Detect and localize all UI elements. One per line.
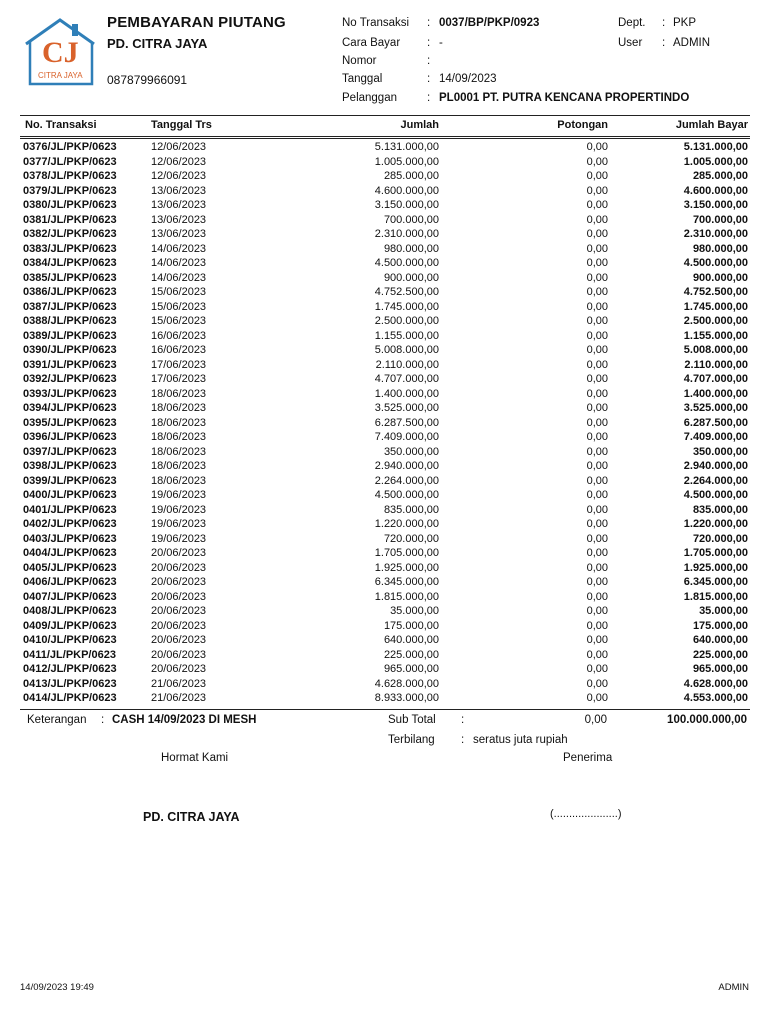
table-row	[20, 257, 750, 272]
cell-jumlah-bayar: 4.752.500,00	[683, 286, 748, 298]
cell-potongan: 0,00	[586, 300, 608, 313]
table-header-rule	[20, 136, 750, 137]
cell-no-transaksi: 0396/JL/PKP/0623	[23, 431, 117, 443]
cell-tanggal: 20/06/2023	[151, 547, 207, 559]
table-row	[20, 243, 750, 258]
cell-jumlah: 1.745.000,00	[374, 300, 439, 313]
table-header-rule-2	[20, 138, 750, 139]
cell-potongan: 0,00	[586, 170, 608, 182]
cell-potongan: 0,00	[586, 474, 608, 487]
table-row	[20, 475, 750, 490]
table-row	[20, 634, 750, 649]
cell-jumlah: 2.940.000,00	[374, 460, 439, 472]
cell-potongan: 0,00	[586, 358, 608, 371]
cell-no-transaksi: 0407/JL/PKP/0623	[23, 590, 117, 603]
cell-jumlah-bayar: 4.707.000,00	[683, 373, 748, 385]
table-row	[20, 286, 750, 301]
cell-no-transaksi: 0398/JL/PKP/0623	[23, 460, 117, 472]
cell-potongan: 0,00	[586, 184, 608, 197]
table-body	[20, 141, 750, 707]
logo-text: CITRA JAYA	[38, 71, 83, 80]
cell-jumlah: 965.000,00	[383, 663, 439, 675]
cell-potongan: 0,00	[586, 532, 608, 545]
header-jumlah: Jumlah	[400, 119, 439, 131]
cell-no-transaksi: 0391/JL/PKP/0623	[23, 358, 117, 371]
cell-jumlah: 1.005.000,00	[374, 155, 439, 168]
cell-jumlah: 4.500.000,00	[374, 489, 439, 501]
cell-tanggal: 12/06/2023	[151, 155, 207, 168]
cell-jumlah-bayar: 965.000,00	[692, 663, 748, 675]
cell-no-transaksi: 0397/JL/PKP/0623	[23, 445, 117, 458]
cell-no-transaksi: 0413/JL/PKP/0623	[23, 677, 117, 690]
tanggal-label: Tanggal	[342, 73, 383, 85]
cell-no-transaksi: 0395/JL/PKP/0623	[23, 416, 117, 429]
cell-no-transaksi: 0376/JL/PKP/0623	[23, 141, 117, 153]
separator: :	[461, 734, 465, 746]
cell-jumlah: 1.220.000,00	[374, 518, 439, 530]
cell-tanggal: 20/06/2023	[151, 605, 207, 617]
no-transaksi-label: No Transaksi	[342, 17, 410, 29]
cell-potongan: 0,00	[586, 329, 608, 342]
cell-jumlah-bayar: 3.150.000,00	[683, 199, 748, 211]
pelanggan-value: PL0001 PT. PUTRA KENCANA PROPERTINDO	[439, 92, 690, 104]
cell-jumlah-bayar: 1.745.000,00	[683, 300, 748, 313]
cell-no-transaksi: 0403/JL/PKP/0623	[23, 532, 117, 545]
table-row	[20, 504, 750, 519]
table-top-rule	[20, 115, 750, 116]
table-row	[20, 431, 750, 446]
cell-tanggal: 18/06/2023	[151, 387, 207, 400]
subtotal-label: Sub Total	[388, 714, 436, 726]
cell-potongan: 0,00	[586, 619, 608, 632]
cell-potongan: 0,00	[586, 344, 608, 356]
table-row	[20, 185, 750, 200]
cell-jumlah-bayar: 35.000,00	[699, 605, 748, 617]
cell-potongan: 0,00	[586, 387, 608, 400]
separator: :	[427, 17, 431, 29]
separator: :	[101, 714, 105, 726]
cell-potongan: 0,00	[586, 518, 608, 530]
company-name: PD. CITRA JAYA	[107, 36, 208, 51]
cell-potongan: 0,00	[586, 286, 608, 298]
cell-no-transaksi: 0386/JL/PKP/0623	[23, 286, 117, 298]
cell-potongan: 0,00	[586, 402, 608, 414]
cell-jumlah-bayar: 1.400.000,00	[683, 387, 748, 400]
document-title: PEMBAYARAN PIUTANG	[107, 14, 286, 31]
table-row	[20, 678, 750, 693]
cell-no-transaksi: 0406/JL/PKP/0623	[23, 576, 117, 588]
table-row	[20, 214, 750, 229]
cell-jumlah: 4.500.000,00	[374, 257, 439, 269]
cell-jumlah: 5.131.000,00	[374, 141, 439, 153]
table-row	[20, 315, 750, 330]
cell-no-transaksi: 0384/JL/PKP/0623	[23, 257, 117, 269]
cell-no-transaksi: 0394/JL/PKP/0623	[23, 402, 117, 414]
cell-potongan: 0,00	[586, 199, 608, 211]
cell-jumlah: 225.000,00	[383, 648, 439, 661]
header-potongan: Potongan	[557, 119, 608, 131]
table-row	[20, 489, 750, 504]
cell-no-transaksi: 0408/JL/PKP/0623	[23, 605, 117, 617]
cell-potongan: 0,00	[586, 547, 608, 559]
cell-no-transaksi: 0390/JL/PKP/0623	[23, 344, 117, 356]
cell-tanggal: 15/06/2023	[151, 286, 207, 298]
cell-tanggal: 13/06/2023	[151, 199, 207, 211]
cell-jumlah: 1.155.000,00	[374, 329, 439, 342]
cell-tanggal: 18/06/2023	[151, 445, 207, 458]
cell-potongan: 0,00	[586, 213, 608, 226]
cell-potongan: 0,00	[586, 634, 608, 646]
cell-tanggal: 21/06/2023	[151, 692, 207, 704]
cara-bayar-value: -	[439, 37, 443, 49]
cell-no-transaksi: 0392/JL/PKP/0623	[23, 373, 117, 385]
cell-no-transaksi: 0401/JL/PKP/0623	[23, 503, 117, 516]
terbilang-label: Terbilang	[388, 734, 435, 746]
cell-potongan: 0,00	[586, 648, 608, 661]
cell-jumlah: 2.310.000,00	[374, 228, 439, 240]
cell-jumlah-bayar: 1.705.000,00	[683, 547, 748, 559]
cell-jumlah-bayar: 835.000,00	[692, 503, 748, 516]
separator: :	[427, 92, 431, 104]
cara-bayar-label: Cara Bayar	[342, 37, 401, 49]
cell-potongan: 0,00	[586, 503, 608, 516]
cell-jumlah: 4.600.000,00	[374, 184, 439, 197]
cell-potongan: 0,00	[586, 460, 608, 472]
cell-jumlah-bayar: 4.500.000,00	[683, 257, 748, 269]
cell-no-transaksi: 0378/JL/PKP/0623	[23, 170, 117, 182]
cell-jumlah-bayar: 900.000,00	[692, 271, 748, 284]
cell-jumlah-bayar: 1.220.000,00	[683, 518, 748, 530]
cell-jumlah-bayar: 5.131.000,00	[683, 141, 748, 153]
user-label: User	[618, 37, 643, 49]
cell-tanggal: 20/06/2023	[151, 561, 207, 574]
cell-no-transaksi: 0389/JL/PKP/0623	[23, 329, 117, 342]
cell-tanggal: 18/06/2023	[151, 460, 207, 472]
cell-jumlah: 2.500.000,00	[374, 315, 439, 327]
cell-tanggal: 19/06/2023	[151, 489, 207, 501]
cell-jumlah: 1.925.000,00	[374, 561, 439, 574]
terbilang-value: seratus juta rupiah	[473, 734, 568, 746]
table-row	[20, 228, 750, 243]
header-tanggal: Tanggal Trs	[151, 119, 212, 131]
cell-potongan: 0,00	[586, 141, 608, 153]
cell-no-transaksi: 0405/JL/PKP/0623	[23, 561, 117, 574]
table-row	[20, 605, 750, 620]
cell-potongan: 0,00	[586, 561, 608, 574]
cell-jumlah-bayar: 285.000,00	[692, 170, 748, 182]
cell-jumlah-bayar: 1.155.000,00	[683, 329, 748, 342]
cell-no-transaksi: 0377/JL/PKP/0623	[23, 155, 117, 168]
table-row	[20, 460, 750, 475]
cell-tanggal: 16/06/2023	[151, 344, 207, 356]
cell-jumlah: 6.345.000,00	[374, 576, 439, 588]
cell-tanggal: 15/06/2023	[151, 300, 207, 313]
cell-jumlah-bayar: 640.000,00	[692, 634, 748, 646]
cell-tanggal: 19/06/2023	[151, 518, 207, 530]
cell-no-transaksi: 0385/JL/PKP/0623	[23, 271, 117, 284]
cell-jumlah: 175.000,00	[383, 619, 439, 632]
table-row	[20, 141, 750, 156]
table-row	[20, 663, 750, 678]
cell-jumlah-bayar: 6.287.500,00	[683, 416, 748, 429]
cell-jumlah-bayar: 2.310.000,00	[683, 228, 748, 240]
table-row	[20, 156, 750, 171]
logo-letters: CJ	[42, 36, 79, 69]
cell-tanggal: 20/06/2023	[151, 663, 207, 675]
cell-tanggal: 12/06/2023	[151, 141, 207, 153]
subtotal-potongan: 0,00	[584, 714, 607, 726]
dept-value: PKP	[673, 17, 697, 29]
cell-no-transaksi: 0404/JL/PKP/0623	[23, 547, 117, 559]
cell-tanggal: 19/06/2023	[151, 532, 207, 545]
separator: :	[662, 37, 666, 49]
cell-no-transaksi: 0412/JL/PKP/0623	[23, 663, 117, 675]
cell-jumlah: 8.933.000,00	[374, 692, 439, 704]
cell-tanggal: 18/06/2023	[151, 474, 207, 487]
cell-tanggal: 19/06/2023	[151, 503, 207, 516]
table-row	[20, 446, 750, 461]
cell-potongan: 0,00	[586, 257, 608, 269]
cell-no-transaksi: 0387/JL/PKP/0623	[23, 300, 117, 313]
cell-no-transaksi: 0411/JL/PKP/0623	[23, 648, 116, 661]
cell-no-transaksi: 0393/JL/PKP/0623	[23, 387, 117, 400]
cell-no-transaksi: 0379/JL/PKP/0623	[23, 184, 117, 197]
table-row	[20, 301, 750, 316]
cell-jumlah: 4.752.500,00	[374, 286, 439, 298]
cell-tanggal: 14/06/2023	[151, 257, 207, 269]
cell-potongan: 0,00	[586, 228, 608, 240]
subtotal-bayar: 100.000.000,00	[667, 714, 747, 726]
table-row	[20, 373, 750, 388]
separator: :	[427, 73, 431, 85]
cell-jumlah: 3.150.000,00	[374, 199, 439, 211]
cell-potongan: 0,00	[586, 663, 608, 675]
table-row	[20, 591, 750, 606]
table-bottom-rule	[20, 709, 750, 710]
cell-jumlah-bayar: 720.000,00	[692, 532, 748, 545]
penerima-label: Penerima	[563, 752, 613, 764]
cell-jumlah-bayar: 5.008.000,00	[683, 344, 748, 356]
printed-by: ADMIN	[718, 982, 749, 993]
cell-jumlah-bayar: 2.110.000,00	[684, 358, 748, 371]
cell-tanggal: 13/06/2023	[151, 228, 207, 240]
table-row	[20, 388, 750, 403]
no-transaksi-value: 0037/BP/PKP/0923	[439, 17, 540, 29]
table-row	[20, 533, 750, 548]
separator: :	[427, 55, 431, 67]
table-row	[20, 576, 750, 591]
cell-jumlah: 700.000,00	[383, 213, 439, 226]
cell-potongan: 0,00	[586, 692, 608, 704]
nomor-label: Nomor	[342, 55, 377, 67]
cell-jumlah-bayar: 4.553.000,00	[683, 692, 748, 704]
cell-jumlah-bayar: 3.525.000,00	[683, 402, 748, 414]
cell-jumlah-bayar: 175.000,00	[692, 619, 748, 632]
cell-tanggal: 18/06/2023	[151, 431, 207, 443]
cell-tanggal: 13/06/2023	[151, 213, 207, 226]
cell-jumlah: 2.264.000,00	[374, 474, 439, 487]
cell-jumlah: 6.287.500,00	[374, 416, 439, 429]
cell-potongan: 0,00	[586, 605, 608, 617]
cell-jumlah: 1.400.000,00	[374, 387, 439, 400]
signer-company: PD. CITRA JAYA	[143, 810, 240, 824]
cell-tanggal: 20/06/2023	[151, 619, 207, 632]
cell-jumlah: 4.628.000,00	[374, 677, 439, 690]
cell-tanggal: 12/06/2023	[151, 170, 207, 182]
table-row	[20, 620, 750, 635]
cell-no-transaksi: 0383/JL/PKP/0623	[23, 242, 117, 255]
cell-potongan: 0,00	[586, 271, 608, 284]
cell-potongan: 0,00	[586, 373, 608, 385]
cell-potongan: 0,00	[586, 416, 608, 429]
cell-jumlah: 980.000,00	[383, 242, 439, 255]
cell-jumlah-bayar: 700.000,00	[692, 213, 748, 226]
cell-jumlah: 285.000,00	[383, 170, 439, 182]
cell-tanggal: 20/06/2023	[151, 590, 207, 603]
table-row	[20, 562, 750, 577]
cell-jumlah-bayar: 2.500.000,00	[683, 315, 748, 327]
hormat-kami-label: Hormat Kami	[161, 752, 229, 764]
cell-no-transaksi: 0381/JL/PKP/0623	[23, 213, 117, 226]
cell-jumlah: 1.815.000,00	[374, 590, 439, 603]
header-jumlah-bayar: Jumlah Bayar	[675, 119, 748, 131]
printed-at: 14/09/2023 19:49	[20, 982, 94, 993]
cell-no-transaksi: 0399/JL/PKP/0623	[23, 474, 117, 487]
cell-jumlah: 2.110.000,00	[375, 358, 439, 371]
cell-jumlah-bayar: 1.925.000,00	[683, 561, 748, 574]
receiver-signature: (.....................)	[550, 808, 622, 820]
cell-jumlah: 900.000,00	[383, 271, 439, 284]
cell-tanggal: 18/06/2023	[151, 402, 207, 414]
separator: :	[461, 714, 465, 726]
cell-jumlah-bayar: 4.500.000,00	[683, 489, 748, 501]
cell-jumlah: 5.008.000,00	[374, 344, 439, 356]
table-row	[20, 547, 750, 562]
cell-jumlah-bayar: 1.815.000,00	[683, 590, 748, 603]
cell-tanggal: 14/06/2023	[151, 271, 207, 284]
cell-jumlah-bayar: 2.264.000,00	[683, 474, 748, 487]
cell-potongan: 0,00	[586, 576, 608, 588]
cell-jumlah-bayar: 1.005.000,00	[683, 155, 748, 168]
cell-jumlah: 350.000,00	[383, 445, 439, 458]
table-header	[20, 119, 750, 137]
cell-potongan: 0,00	[586, 155, 608, 168]
cell-jumlah: 35.000,00	[390, 605, 439, 617]
dept-label: Dept.	[618, 17, 646, 29]
header-no-transaksi: No. Transaksi	[25, 119, 97, 131]
cell-no-transaksi: 0380/JL/PKP/0623	[23, 199, 117, 211]
cell-jumlah-bayar: 6.345.000,00	[683, 576, 748, 588]
cell-potongan: 0,00	[586, 315, 608, 327]
cell-jumlah: 7.409.000,00	[374, 431, 439, 443]
cell-jumlah: 4.707.000,00	[374, 373, 439, 385]
cell-potongan: 0,00	[586, 242, 608, 255]
separator: :	[427, 37, 431, 49]
pelanggan-label: Pelanggan	[342, 92, 397, 104]
cell-jumlah-bayar: 350.000,00	[692, 445, 748, 458]
cell-jumlah: 3.525.000,00	[374, 402, 439, 414]
table-row	[20, 170, 750, 185]
cell-tanggal: 20/06/2023	[151, 634, 207, 646]
keterangan-value: CASH 14/09/2023 DI MESH	[112, 714, 257, 726]
cell-potongan: 0,00	[586, 677, 608, 690]
cell-tanggal: 21/06/2023	[151, 677, 207, 690]
cell-tanggal: 15/06/2023	[151, 315, 207, 327]
cell-potongan: 0,00	[586, 431, 608, 443]
cell-jumlah-bayar: 4.628.000,00	[683, 677, 748, 690]
cell-tanggal: 17/06/2023	[151, 358, 207, 371]
table-row	[20, 199, 750, 214]
company-phone: 087879966091	[107, 73, 188, 87]
table-row	[20, 692, 750, 707]
cell-no-transaksi: 0388/JL/PKP/0623	[23, 315, 117, 327]
cell-tanggal: 16/06/2023	[151, 329, 207, 342]
table-row	[20, 359, 750, 374]
cell-jumlah-bayar: 225.000,00	[692, 648, 748, 661]
cell-jumlah: 1.705.000,00	[374, 547, 439, 559]
cell-potongan: 0,00	[586, 445, 608, 458]
meta-block	[0, 0, 768, 110]
cell-tanggal: 20/06/2023	[151, 648, 207, 661]
cell-tanggal: 14/06/2023	[151, 242, 207, 255]
cell-jumlah: 835.000,00	[383, 503, 439, 516]
cell-jumlah-bayar: 2.940.000,00	[683, 460, 748, 472]
cell-no-transaksi: 0414/JL/PKP/0623	[23, 692, 117, 704]
cell-potongan: 0,00	[586, 489, 608, 501]
user-value: ADMIN	[673, 37, 711, 49]
keterangan-label: Keterangan	[27, 714, 87, 726]
cell-potongan: 0,00	[586, 590, 608, 603]
tanggal-value: 14/09/2023	[439, 73, 497, 85]
cell-jumlah-bayar: 980.000,00	[692, 242, 748, 255]
cell-tanggal: 17/06/2023	[151, 373, 207, 385]
table-row	[20, 402, 750, 417]
cell-no-transaksi: 0409/JL/PKP/0623	[23, 619, 117, 632]
table-row	[20, 649, 750, 664]
cell-jumlah-bayar: 4.600.000,00	[683, 184, 748, 197]
cell-no-transaksi: 0400/JL/PKP/0623	[23, 489, 117, 501]
table-row	[20, 417, 750, 432]
cell-jumlah: 640.000,00	[383, 634, 439, 646]
separator: :	[662, 17, 666, 29]
cell-no-transaksi: 0410/JL/PKP/0623	[23, 634, 117, 646]
cell-tanggal: 13/06/2023	[151, 184, 207, 197]
cell-jumlah-bayar: 7.409.000,00	[683, 431, 748, 443]
cell-tanggal: 20/06/2023	[151, 576, 207, 588]
table-row	[20, 272, 750, 287]
table-row	[20, 330, 750, 345]
cell-jumlah: 720.000,00	[383, 532, 439, 545]
cell-tanggal: 18/06/2023	[151, 416, 207, 429]
table-row	[20, 518, 750, 533]
table-row	[20, 344, 750, 359]
cell-no-transaksi: 0382/JL/PKP/0623	[23, 228, 117, 240]
cell-no-transaksi: 0402/JL/PKP/0623	[23, 518, 117, 530]
